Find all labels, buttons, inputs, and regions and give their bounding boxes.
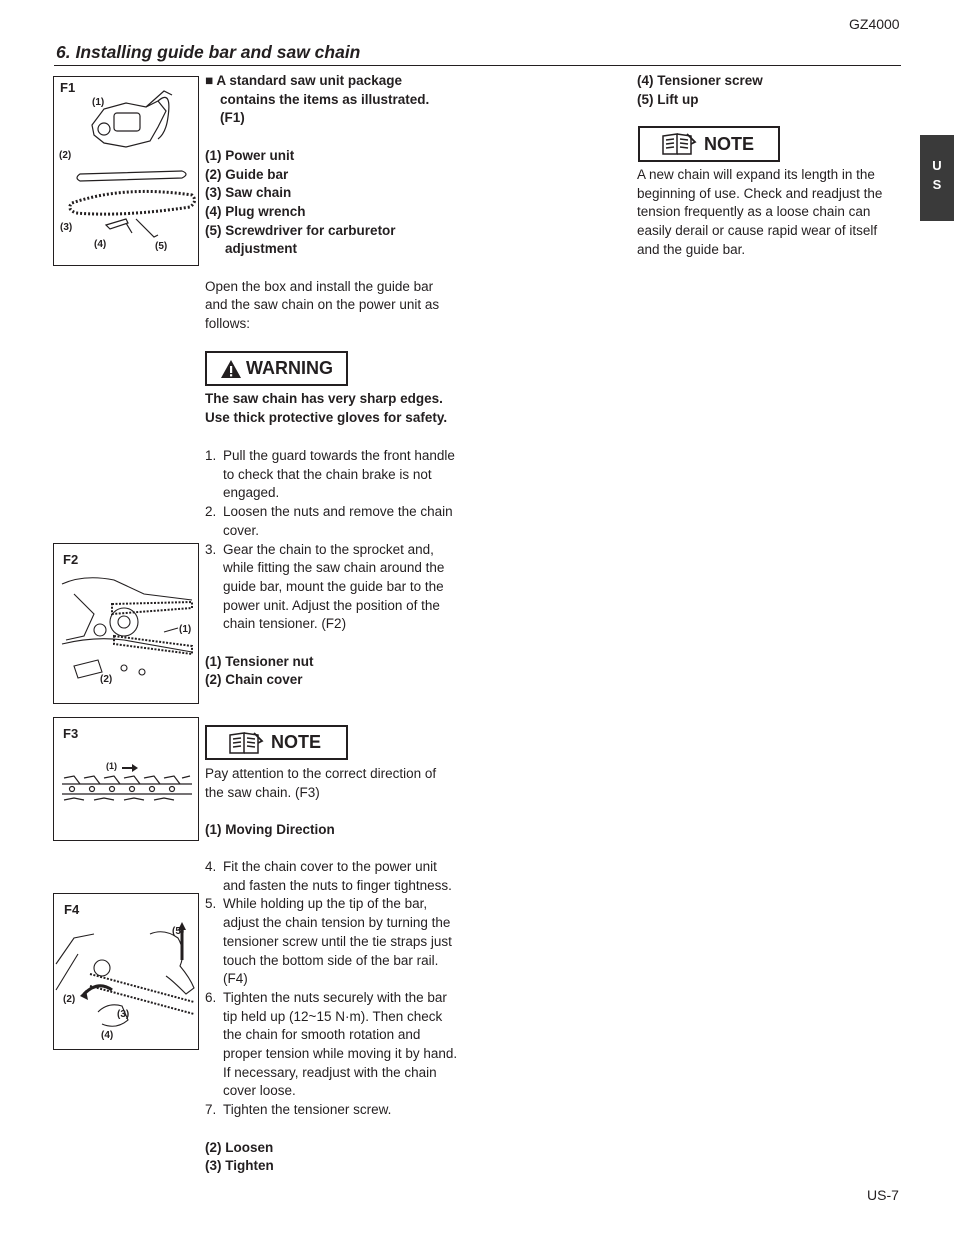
step-item: 6. Tighten the nuts securely with the bar tip held up (12~15 N·m). Then check the chain for smooth rotation and proper tension while moving it by hand. If necessary, readjust with the chain cover loose. [205,989,475,1101]
f3-callout-1: (1) [106,761,117,771]
note-box [205,725,348,760]
step-item: 3. Gear the chain to the sprocket and, while fitting the saw chain around the guide bar, mount the guide bar to the power unit. Adjust the position of the chain tensioner. (F2) [205,541,475,635]
note-text-2: A new chain will expand its length in the beginning of use. Check and readjust the tension frequently as a loose chain can easily derail or cause rapid wear of itself and the guide bar. [637,167,883,257]
model-number: GZ4000 [849,16,900,32]
package-intro [205,72,475,128]
f4-legend-continued: (4) Tensioner screw (5) Lift up [637,73,763,107]
package-intro-line: A standard saw unit package [216,73,402,88]
language-tab-letter: U [932,158,942,173]
f2-legend: (1) Tensioner nut (2) Chain cover [205,653,314,688]
step-number: 6. [205,989,217,1005]
language-tab-letter: S [932,177,942,192]
note-label: NOTE [271,732,322,752]
f4-callout-5: (5) [172,926,185,937]
f4-callout-3: (3) [117,1009,130,1020]
section-title: 6. Installing guide bar and saw chain [56,42,361,62]
warning-box [205,351,348,386]
title-rule [54,65,901,66]
steps-list-a [205,447,475,690]
package-intro-line: contains the items as illustrated. [220,91,430,107]
f4-legend: (2) Loosen (3) Tighten [205,1139,274,1174]
package-item: (3) Saw chain [205,185,292,201]
figure-f1-label: F1 [60,80,76,95]
package-intro-line: (F1) [220,110,245,126]
f1-callout-5: (5) [155,241,168,252]
step-number: 3. [205,541,217,557]
f1-callout-4: (4) [94,239,107,250]
step-number: 7. [205,1102,217,1118]
f4-callout-4: (4) [101,1030,114,1041]
f1-callout-3: (3) [60,222,73,233]
step-number: 1. [205,448,217,463]
step-item: 2. Loosen the nuts and remove the chain cover. [205,503,475,540]
package-item: (1) Power unit [205,147,295,163]
f3-legend: (1) Moving Direction [205,822,335,838]
package-item: (2) Guide bar [205,166,289,182]
step-number: 4. [205,859,217,874]
note-label: NOTE [704,133,755,154]
square-bullet-icon: ■ [205,73,214,88]
package-item: (5) Screwdriver for carburetor [205,222,396,238]
warning-label: WARNING [246,358,333,378]
step-item: 7. Tighten the tensioner screw. [205,1101,475,1120]
f1-callout-1: (1) [92,97,105,108]
note-text: Pay attention to the correct direction of the saw chain. (F3) (1) Moving Direction [205,765,475,840]
book-icon [228,731,264,755]
step-item: 5. While holding up the tip of the bar, adjust the chain tension by turning the tensioner screw until the tie straps just touch the bottom side of the bar rail. (F4) [205,895,475,989]
figure-f3-label: F3 [63,726,79,741]
f4-callout-2: (2) [63,994,76,1005]
figure-f3 [53,717,199,841]
warning-triangle-icon [220,359,242,379]
f1-callout-2: (2) [59,150,72,161]
book-icon [661,132,697,156]
language-tab[interactable] [920,135,954,221]
step-number: 2. [205,504,217,520]
step-item: 1. Pull the guard towards the front handle to check that the chain brake is not engaged. [205,447,475,503]
f2-callout-2: (2) [100,674,113,685]
open-box-text: Open the box and install the guide bar and the saw chain on the power unit as follows: [205,278,440,332]
package-item: (4) Plug wrench [205,203,306,219]
f1-illustration [54,77,200,267]
f4-illustration [54,894,200,1051]
warning-text: The saw chain has very sharp edges. Use thick protective gloves for safety. [205,391,448,425]
steps-list-b [205,858,475,1176]
note-box-2 [638,126,780,162]
f2-callout-1: (1) [179,624,192,635]
figure-f4 [53,893,199,1050]
figure-f2 [53,543,199,704]
figure-f1 [53,76,199,266]
step-item: 4. Fit the chain cover to the power unit and fasten the nuts to finger tightness. [205,858,475,895]
step-number: 5. [205,896,217,912]
figure-f2-label: F2 [63,552,79,567]
figure-f4-label: F4 [64,902,80,917]
page-number: US-7 [867,1187,899,1203]
package-section [205,72,475,334]
package-item: adjustment [225,241,298,257]
package-items-list [205,147,475,259]
